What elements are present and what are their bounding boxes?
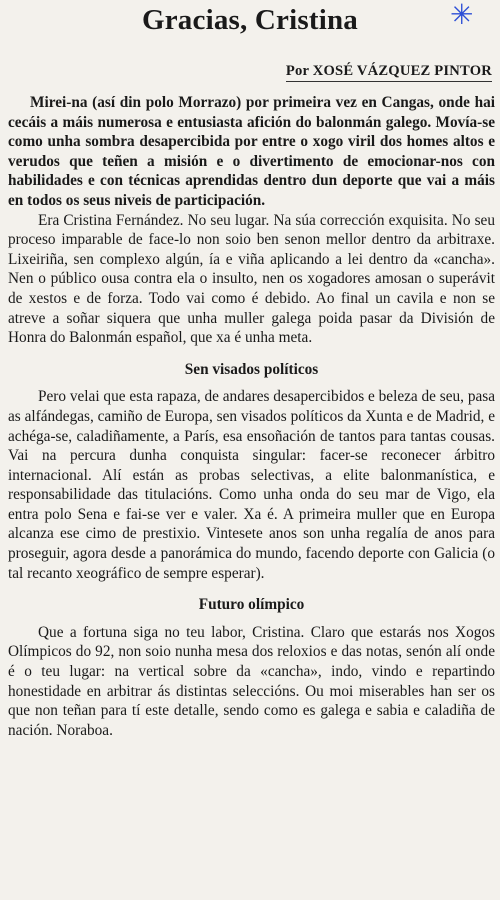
paragraph-2: Era Cristina Fernández. No seu lugar. Na súa corrección exquisita. No seu proceso imparable de face-lo non soio ben senon mellor dentro da arbitraxe. Lixeiriña, sen complexo algún, ía e viña aplicando a lei dentro da «cancha». Nen o público ousa contra ela o insulto, nen os xogadores amosan o superávit de xestos e de forza. Todo vai como é debido. Ao final un cavila e non se atreve a soñar siquera que unha muller galega poida pasar da División de Honra do Balonmán español, que xa é unha meta. xyxy=(8,211,495,347)
subheading-sen-visados: Sen visados políticos xyxy=(184,360,319,378)
article-body xyxy=(8,93,495,740)
byline-block xyxy=(286,62,492,80)
byline: Por XOSÉ VÁZQUEZ PINTOR xyxy=(286,63,492,82)
article-title: Gracias, Cristina xyxy=(141,4,359,36)
paragraph-1: Mirei-na (así din polo Morrazo) por primeira vez en Cangas, onde hai cecáis a máis numerosa e entusiasta afición do balonmán galego. Movía-se como unha sombra desapercibida por entre o xogo viril dos homes altos e verudos que teñen a misión e o divertimento de emocionar-nos con habilidades e con técnicas aprendidas dentro dun deporte que vai a máis en todos os seus niveis de participación. xyxy=(8,94,495,209)
paragraph-3: Pero velai que esta rapaza, de andares desapercibidos e beleza de seu, pasa as alfándegas, camiño de Europa, sen visados políticos da Xunta e de Madrid, e achéga-se, caladiñamente, a París, esa ensoñación de tantos para tantas cousas. Vai na percura dunha conquista singular: facer-se reconecer árbitro internacional. Alí están as probas selectivas, a elite balonmanística, e responsabilidade das titulacións. Como unha onda do seu mar de Vigo, ela entra polo Sena e fai-se ver e valer. Xa é. A primeira muller que en Europa alcanza ese cimo de prestixio. Vintesete anos son unha regalía de anos para proseguir, agora desde a panorámica do mundo, facendo deporte con Galicia (o tal recanto xeográfico de sempre esperar). xyxy=(8,388,495,582)
asterisk-mark-icon: ✳ xyxy=(450,0,474,31)
subheading-futuro-olimpico: Futuro olímpico xyxy=(198,596,305,614)
paragraph-4: Que a fortuna siga no teu labor, Cristina. Claro que estarás nos Xogos Olímpicos do 92, non soio nunha mesa dos reloxios e das notas, senón alí onde é o teu lugar: na vertical sobre da «cancha», indo, vindo e repartindo honestidade en arbitrar ás distintas seleccións. Ou moi miserables han ser os que non teñan para tí este detalle, sendo como es galega e sabia e caladiña de nación. Noraboa. xyxy=(8,623,495,739)
